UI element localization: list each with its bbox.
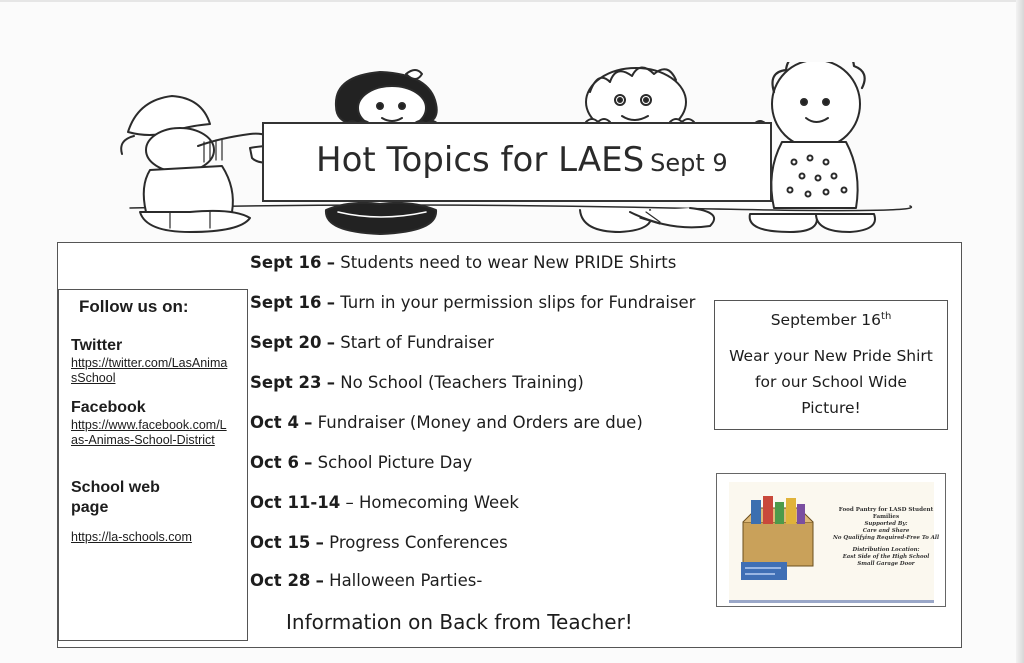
website-link[interactable]: https://la-schools.com — [71, 530, 192, 544]
page-right-edge — [1016, 0, 1024, 663]
flyer-title: Food Pantry for LASD Student Families — [838, 507, 934, 520]
event-item — [250, 453, 472, 472]
event-dash: – — [315, 571, 324, 590]
title-date: Sept 9 — [650, 149, 728, 177]
flyer-line6: Small Garage Door — [857, 561, 915, 567]
event-text: Turn in your permission slips for Fundraiser — [340, 293, 696, 312]
event-item — [250, 533, 508, 552]
event-text: Homecoming Week — [358, 493, 519, 512]
event-dash: – — [326, 373, 335, 392]
reminder-date-text: September 16 — [770, 311, 882, 329]
event-item — [250, 253, 676, 272]
event-dash: – — [326, 253, 335, 272]
event-text: School Picture Day — [317, 453, 473, 472]
follow-us-heading: Follow us on: — [79, 297, 189, 316]
event-date: Sept 20 — [250, 333, 322, 352]
food-pantry-flyer — [716, 473, 946, 607]
event-dash: – — [304, 453, 313, 472]
page-title — [316, 140, 728, 180]
event-date: Oct 11-14 — [250, 493, 341, 512]
footer-note: Information on Back from Teacher! — [286, 610, 633, 634]
event-text: Halloween Parties- — [329, 571, 483, 590]
flyer-card — [729, 482, 940, 603]
event-date: Sept 16 — [250, 253, 322, 272]
title-text: Hot Topics for LAES — [316, 140, 645, 180]
twitter-link[interactable]: https://twitter.com/LasAnimasSchool — [71, 356, 228, 385]
event-dash: – — [315, 533, 324, 552]
flyer-line2: Care and Share — [862, 528, 910, 534]
event-date: Oct 6 — [250, 453, 299, 472]
web-label-line2: page — [71, 499, 109, 516]
event-item — [250, 571, 482, 590]
event-item — [250, 293, 695, 312]
flyer-line4: Distribution Location: — [852, 547, 920, 553]
event-dash: – — [326, 333, 335, 352]
event-text: Progress Conferences — [329, 533, 508, 552]
event-item — [250, 373, 584, 392]
flyer-line5: East Side of the High School — [842, 554, 930, 560]
facebook-link[interactable]: https://www.facebook.com/Las-Animas-School-District — [71, 418, 227, 447]
social-links-box — [58, 289, 248, 641]
event-dash: – — [304, 413, 313, 432]
event-dash: – — [326, 293, 335, 312]
reminder-line3: Picture! — [801, 399, 861, 417]
facebook-label: Facebook — [71, 399, 146, 416]
web-label-line1: School web — [71, 479, 160, 496]
pride-shirt-reminder — [714, 300, 948, 430]
event-date: Sept 16 — [250, 293, 322, 312]
twitter-label: Twitter — [71, 337, 123, 354]
event-item — [250, 493, 519, 512]
flyer-line1: Supported By: — [864, 521, 908, 527]
event-text: Start of Fundraiser — [340, 333, 494, 352]
event-item — [250, 413, 643, 432]
child-cap-figure — [121, 96, 283, 232]
food-box-icon — [737, 492, 821, 580]
flyer-line3: No Qualifying Required-Free To All — [832, 535, 940, 541]
event-date: Oct 4 — [250, 413, 299, 432]
page-top-edge — [0, 0, 1024, 2]
event-date: Oct 15 — [250, 533, 311, 552]
reminder-line2: for our School Wide — [755, 373, 907, 391]
flyer-text — [831, 507, 941, 568]
reminder-line1: Wear your New Pride Shirt — [729, 347, 933, 365]
event-date: Oct 28 — [250, 571, 311, 590]
reminder-date-suffix: th — [881, 310, 892, 322]
event-text: No School (Teachers Training) — [340, 373, 584, 392]
reminder-message — [725, 343, 937, 421]
event-item — [250, 333, 494, 352]
event-dash: – — [345, 493, 354, 512]
event-text: Fundraiser (Money and Orders are due) — [317, 413, 643, 432]
event-date: Sept 23 — [250, 373, 322, 392]
event-text: Students need to wear New PRIDE Shirts — [340, 253, 677, 272]
reminder-date — [715, 307, 947, 333]
